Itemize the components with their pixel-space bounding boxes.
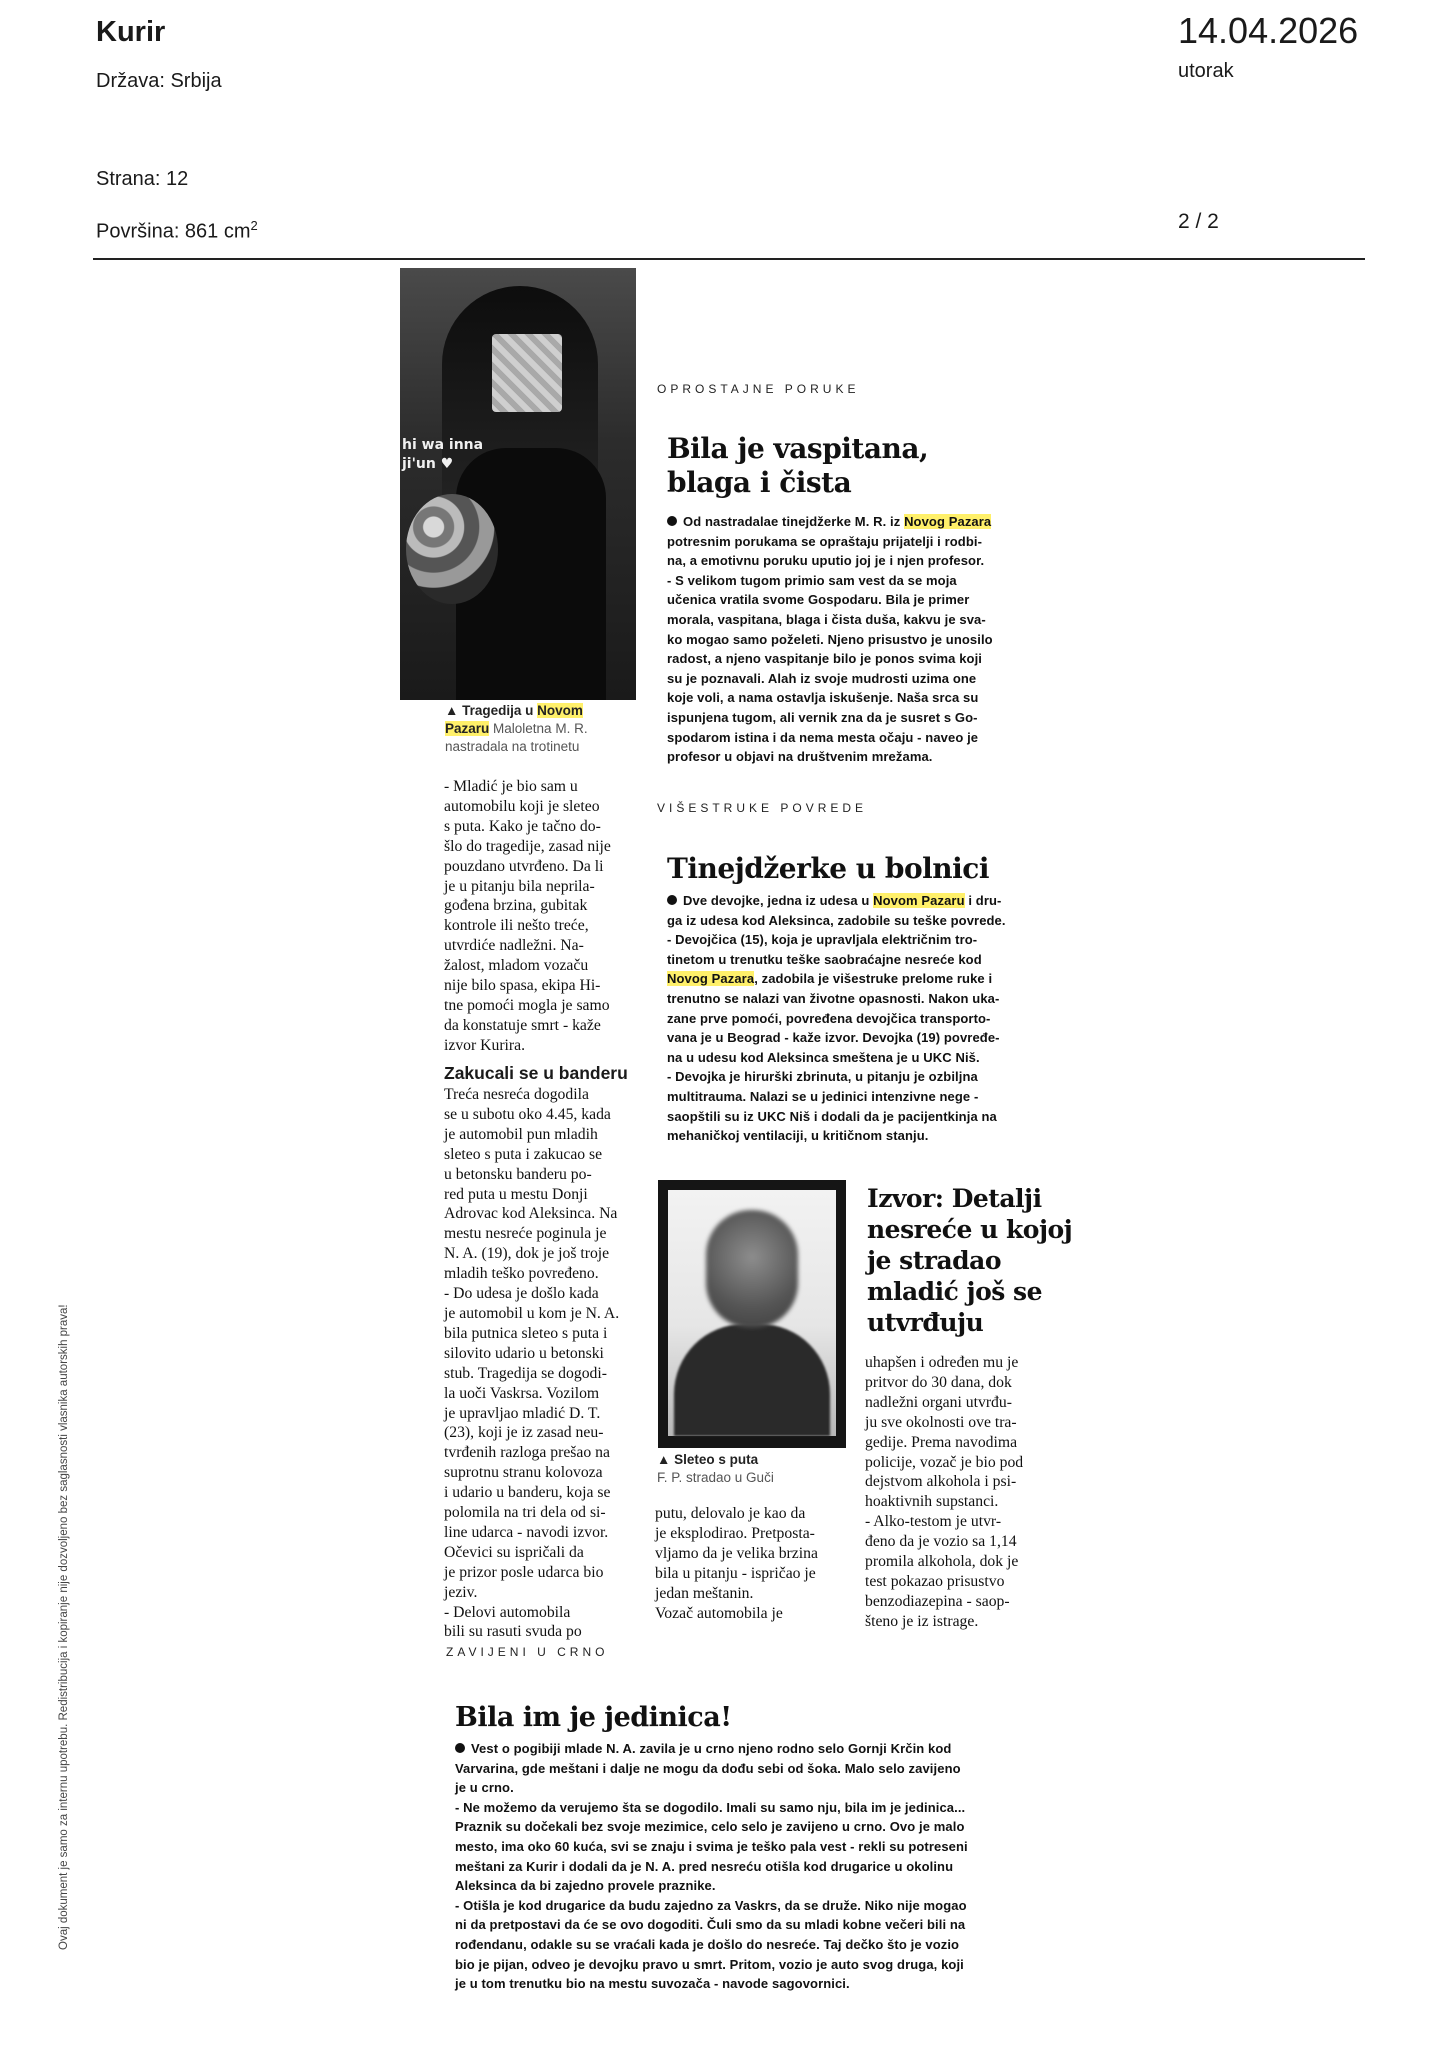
mid-column-text	[655, 1504, 845, 1623]
text-line	[655, 1564, 845, 1584]
text-segment: la uoči Vaskrsa. Vozilom	[444, 1384, 600, 1402]
text-line	[444, 1463, 634, 1483]
text-segment: utvrđuju	[867, 1308, 984, 1337]
young-man-photo	[658, 1180, 846, 1448]
text-line	[667, 1028, 1006, 1048]
area-label	[96, 218, 258, 244]
text-segment: profesor u objavi na društvenim mrežama.	[667, 749, 933, 765]
text-segment: , zadobila je višestruke prelome ruke i	[754, 971, 993, 987]
text-segment: ko mogao samo poželeti. Njeno prisustvo je unosilo	[667, 631, 993, 647]
text-line	[667, 669, 993, 689]
text-line	[455, 1935, 968, 1955]
text-line	[444, 1583, 634, 1603]
text-segment: stub. Tragedija se dogodi-	[444, 1364, 607, 1382]
text-line	[444, 1344, 634, 1364]
area-value: Površina: 861 cm	[96, 220, 251, 243]
text-segment: saopštili su iz UKC Niš i dodali da je pacijentkinja na	[667, 1108, 997, 1124]
text-segment: je u pitanju bila neprila-	[444, 877, 595, 895]
text-segment: kontrole ili nešto treće,	[444, 917, 589, 935]
text-line	[444, 1185, 634, 1205]
text-line	[667, 1009, 1006, 1029]
text-segment: vljamo da je velika brzina	[655, 1544, 818, 1562]
text-line	[865, 1612, 1059, 1632]
text-line	[444, 1284, 634, 1304]
photo-background	[668, 1190, 836, 1436]
text-line	[444, 956, 634, 976]
text-segment: vana je u Beograd - kaže izvor. Devojka (19) povređe-	[667, 1030, 1000, 1046]
text-line	[867, 1276, 1072, 1307]
text-segment: - Ne možemo da verujemo šta se dogodilo. Imali su samo nju, bila im je jedinica...	[455, 1799, 966, 1815]
text-segment: na u udesu kod Aleksinca smeštena je u UKC Niš.	[667, 1049, 980, 1065]
text-line	[667, 649, 993, 669]
text-segment: Dve devojke, jedna iz udesa u	[683, 893, 874, 908]
text-line	[667, 930, 1006, 950]
caption-highlight: Novom	[537, 703, 583, 718]
text-line	[444, 976, 634, 996]
photo-bouquet	[406, 494, 498, 604]
issue-weekday: utorak	[1178, 60, 1234, 82]
issue-date: 14.04.2026	[1178, 10, 1359, 51]
highlight-segment: Novog Pazara	[667, 971, 755, 987]
header-divider	[93, 258, 1365, 260]
caption-highlight: Pazaru	[445, 721, 490, 736]
text-segment: žalost, mladom vozaču	[444, 957, 589, 975]
text-segment: Vozač automobila je	[655, 1604, 783, 1622]
text-segment: tvrđenih razloga prešao na	[444, 1444, 610, 1462]
text-segment: potresnim porukama se opraštaju prijatelji i rodbi-	[667, 533, 982, 549]
text-line	[444, 1304, 634, 1324]
country-label: Država: Srbija	[96, 70, 222, 92]
article4-body	[455, 1739, 968, 1994]
text-segment: Praznik su dočekali bez svoje mezimice, celo selo je zavijeno u crno. Ovo je malo	[455, 1819, 965, 1835]
text-segment: je automobil pun mladih	[444, 1125, 598, 1143]
text-segment: red puta u mestu Donji	[444, 1185, 588, 1203]
text-segment: uhapšen i određen mu je	[865, 1354, 1019, 1371]
blurred-face	[492, 334, 562, 412]
text-line	[667, 610, 993, 630]
text-segment: rođendanu, odakle su se vraćali kada je došlo do nesreće. Taj dečko što je vozio	[455, 1936, 960, 1952]
text-line	[667, 590, 993, 610]
text-segment: tinetom u trenutku teške saobraćajne nesreće kod	[667, 951, 982, 967]
bullet-icon	[455, 1743, 465, 1753]
text-segment: i dru-	[964, 893, 1002, 908]
text-segment: je automobil u kom je N. A.	[444, 1304, 620, 1322]
caption-text: F. P. stradao u Guči	[657, 1470, 774, 1485]
text-line	[667, 1087, 1006, 1107]
text-line	[444, 1543, 634, 1563]
text-line	[667, 950, 1006, 970]
text-segment: automobilu koji je sleteo	[444, 797, 600, 815]
article4-kicker: ZAVIJENI U CRNO	[446, 1645, 609, 1659]
caption-text: Maloletna M. R.	[489, 721, 588, 736]
text-line	[455, 1837, 968, 1857]
text-segment: spodarom istina i da nema mesta očaju - naveo je	[667, 729, 979, 745]
text-segment: hoaktivnih supstanci.	[865, 1493, 999, 1511]
text-segment: mladić još se	[867, 1277, 1043, 1306]
text-line	[867, 1307, 1072, 1338]
text-line	[667, 688, 993, 708]
text-line	[865, 1353, 1059, 1373]
bullet-icon	[667, 895, 677, 905]
text-segment: suprotnu stranu kolovoza	[444, 1464, 603, 1482]
text-segment: - Mladić je bio sam u	[444, 778, 578, 795]
article2-title: Tinejdžerke u bolnici	[667, 852, 989, 885]
text-line	[444, 1165, 634, 1185]
text-line	[444, 1423, 634, 1443]
text-line	[444, 877, 634, 897]
text-line	[865, 1512, 1059, 1532]
text-line	[444, 1085, 634, 1105]
text-line	[444, 817, 634, 837]
text-segment: je eksplodirao. Pretposta-	[655, 1524, 815, 1542]
text-line	[444, 1384, 634, 1404]
article4-title: Bila im je jedinica!	[455, 1702, 732, 1733]
text-line	[444, 1404, 634, 1424]
text-segment: je stradao	[867, 1246, 1002, 1275]
text-segment: utvrdiće nadležni. Na-	[444, 937, 584, 955]
text-line	[667, 571, 993, 591]
text-line	[455, 1817, 968, 1837]
photo1-caption	[445, 702, 675, 756]
text-segment: (23), koji je iz zasad neu-	[444, 1424, 604, 1442]
text-segment: s puta. Kako je tačno do-	[444, 817, 601, 835]
text-segment: - Delovi automobila	[444, 1603, 571, 1621]
text-segment: gedije. Prema navodima	[865, 1433, 1018, 1451]
text-line	[444, 1105, 634, 1125]
text-segment: šlo do tragedije, zasad nije	[444, 837, 611, 855]
text-line	[667, 1067, 1006, 1087]
text-line	[865, 1453, 1059, 1473]
text-segment: pritvor do 30 dana, dok	[865, 1373, 1012, 1391]
overlay-line: hi wa inna	[402, 437, 484, 453]
text-segment: mesto, ima oko 60 kuća, svi se znaju i svima je teško pala vest - rekli su potreseni	[455, 1838, 968, 1854]
text-line	[865, 1373, 1059, 1393]
text-segment: line udarca - navodi izvor.	[444, 1523, 609, 1541]
text-line	[865, 1492, 1059, 1512]
text-segment: ni da pretpostavi da će se ovo dogoditi. Čuli smo da su mladi kobne večeri bili na	[455, 1917, 966, 1933]
text-line	[444, 1224, 634, 1244]
text-segment: su je poznavali. Alah iz svoje mudrosti uzima one	[667, 670, 977, 686]
text-segment: benzodiazepina - saop-	[865, 1592, 1010, 1610]
text-line	[865, 1433, 1059, 1453]
text-segment: tne pomoći mogla je samo	[444, 996, 610, 1014]
text-segment: izvor Kurira.	[444, 1036, 526, 1054]
subhead-zakucali: Zakucali se u banderu	[444, 1063, 628, 1083]
text-line	[865, 1552, 1059, 1572]
blurred-face	[706, 1210, 798, 1328]
text-line	[455, 1739, 968, 1759]
text-line	[455, 1759, 968, 1779]
text-line	[444, 1244, 634, 1264]
text-segment: nesreće u kojoj	[867, 1215, 1073, 1244]
text-line	[655, 1524, 845, 1544]
text-segment: učenica vratila svome Gospodaru. Bila je primer	[667, 592, 970, 608]
text-line	[444, 1483, 634, 1503]
text-segment: Adrovac kod Aleksinca. Na	[444, 1205, 618, 1223]
left-column-para1	[444, 777, 634, 1056]
text-segment: meštani za Kurir i dodali da je N. A. pred nesreću otišla kod drugarice u okolinu	[455, 1858, 954, 1874]
text-segment: N. A. (19), dok je još troje	[444, 1245, 610, 1263]
text-segment: morala, vaspitana, blaga i čista duša, kakvu je sva-	[667, 611, 986, 627]
photo-overlay-text	[402, 436, 483, 474]
text-line	[444, 1016, 634, 1036]
text-segment: bila u pitanju - ispričao je	[655, 1564, 816, 1582]
text-segment: Vest o pogibiji mlade N. A. zavila je u crno njeno rodno selo Gornji Krčin kod	[471, 1741, 952, 1756]
page-counter: 2 / 2	[1178, 210, 1219, 233]
caption-bold: ▲ Tragedija u	[445, 703, 538, 718]
text-line	[655, 1584, 845, 1604]
text-segment: policije, vozač je bio pod	[865, 1453, 1024, 1471]
text-segment: - Alko-testom je utvr-	[865, 1513, 1002, 1531]
text-segment: - S velikom tugom primio sam vest da se moja	[667, 572, 957, 588]
caption-bold: ▲ Sleteo s puta	[657, 1452, 759, 1467]
text-segment: mladih teško povređeno.	[444, 1265, 599, 1283]
text-segment: jeziv.	[444, 1583, 478, 1601]
text-line	[865, 1532, 1059, 1552]
text-segment: zane prve pomoći, povređena devojčica transporto-	[667, 1010, 991, 1026]
text-line	[444, 1324, 634, 1344]
text-segment: - Do udesa je došlo kada	[444, 1285, 599, 1303]
left-column-para2	[444, 1085, 634, 1642]
text-segment: ispunjena tugom, ali vernik zna da je susret s Go-	[667, 709, 978, 725]
text-line	[655, 1604, 845, 1624]
text-segment: se u subotu oko 4.45, kada	[444, 1105, 611, 1123]
bullet-icon	[667, 516, 677, 526]
text-segment: - Otišla je kod drugarice da budu zajedno za Vaskrs, da se druže. Niko nije mogao	[455, 1897, 967, 1913]
text-line	[667, 1107, 1006, 1127]
text-segment: je prizor posle udarca bio	[444, 1563, 604, 1581]
text-line	[444, 1563, 634, 1583]
article2-kicker: VIŠESTRUKE POVREDE	[657, 801, 868, 815]
text-line	[667, 747, 993, 767]
text-segment: ju sve okolnosti ove tra-	[865, 1413, 1017, 1431]
overlay-line: ji'un ♥	[402, 456, 454, 472]
text-segment: putu, delovalo je kao da	[655, 1505, 806, 1522]
text-segment: - Devojka je hirurški zbrinuta, u pitanju je ozbiljna	[667, 1069, 978, 1085]
text-segment: ga iz udesa kod Aleksinca, zadobile su teške povrede.	[667, 912, 1006, 928]
text-line	[455, 1798, 968, 1818]
article1-body	[667, 512, 993, 767]
text-segment: mestu nesreće poginula je	[444, 1225, 607, 1243]
text-segment: Očevici su ispričali da	[444, 1543, 584, 1561]
text-line	[444, 1204, 634, 1224]
text-segment: gođena brzina, gubitak	[444, 897, 588, 915]
text-line	[667, 532, 993, 552]
text-line	[667, 630, 993, 650]
text-line	[444, 837, 634, 857]
text-segment: test pokazao prisustvo	[865, 1572, 1005, 1590]
caption-text: nastradala na trotinetu	[445, 739, 580, 754]
photo-shoulders	[674, 1324, 830, 1436]
article1-title	[667, 432, 928, 500]
text-line	[455, 1915, 968, 1935]
text-segment: polomila na tri dela od si-	[444, 1504, 606, 1522]
text-line	[667, 728, 993, 748]
text-line	[655, 1544, 845, 1564]
text-segment: je u crno.	[455, 1780, 514, 1796]
text-segment: - Devojčica (15), koja je upravljala električnim tro-	[667, 932, 978, 948]
text-segment: Treća nesreća dogodila	[444, 1086, 589, 1103]
text-line	[667, 1048, 1006, 1068]
text-segment: i udario u banderu, koja se	[444, 1484, 611, 1502]
text-line	[444, 1264, 634, 1284]
text-line	[667, 969, 1006, 989]
text-line	[444, 1603, 634, 1623]
text-segment: dejstvom alkohola i psi-	[865, 1473, 1017, 1491]
text-line	[455, 1778, 968, 1798]
text-segment: u betonsku banderu po-	[444, 1165, 592, 1183]
text-line	[867, 1214, 1072, 1245]
text-segment: bio je pijan, odveo je devojku pravo u smrt. Pritom, vozio je auto svog druga, koji	[455, 1956, 964, 1972]
text-segment: mehaničkoj ventilaciji, u kritičnom stanju.	[667, 1128, 929, 1144]
text-line	[444, 1036, 634, 1056]
text-segment: jedan meštanin.	[655, 1584, 754, 1602]
text-line	[667, 1126, 1006, 1146]
text-segment: nadležni organi utvrđu-	[865, 1393, 1012, 1411]
text-line	[444, 996, 634, 1016]
text-line	[444, 1364, 634, 1384]
text-line	[444, 916, 634, 936]
text-line	[667, 911, 1006, 931]
text-line	[444, 1145, 634, 1165]
text-line	[667, 891, 1006, 911]
text-line	[455, 1876, 968, 1896]
photo2-caption	[657, 1451, 774, 1487]
text-line	[867, 1183, 1072, 1214]
page-number: Strana: 12	[96, 168, 189, 190]
text-line	[444, 857, 634, 877]
text-segment: radost, a njeno vaspitanje bilo je ponos svima koji	[667, 651, 983, 667]
text-line	[444, 1503, 634, 1523]
text-line	[444, 896, 634, 916]
text-line	[455, 1974, 968, 1994]
text-segment: promila alkohola, dok je	[865, 1553, 1019, 1571]
text-segment: Od nastradalae tinejdžerke M. R. iz	[683, 514, 905, 529]
text-line	[444, 797, 634, 817]
text-line	[655, 1504, 845, 1524]
text-line	[865, 1472, 1059, 1492]
text-line	[455, 1955, 968, 1975]
text-line	[444, 1125, 634, 1145]
girl-photo	[400, 268, 636, 700]
text-line	[867, 1245, 1072, 1276]
text-segment: nije bilo spasa, ekipa Hi-	[444, 977, 601, 995]
text-segment: bili su rasuti svuda po	[444, 1623, 582, 1641]
text-segment: silovito udario u betonski	[444, 1344, 604, 1362]
text-segment: bila putnica sleteo s puta i	[444, 1324, 608, 1342]
text-line	[667, 989, 1006, 1009]
text-segment: multitrauma. Nalazi se u jedinici intenzivne nege -	[667, 1088, 979, 1104]
title-line: blaga i čista	[667, 466, 852, 499]
text-segment: sleteo s puta i zakucao se	[444, 1145, 603, 1163]
text-segment: Aleksinca da bi zajedno provele praznike.	[455, 1878, 716, 1894]
text-segment: koje voli, a nama ostavlja iskušenje. Naša srca su	[667, 690, 979, 706]
text-segment: Varvarina, gde meštani i dalje ne mogu da dođu sebi od šoka. Malo selo zavijeno	[455, 1760, 961, 1776]
text-line	[865, 1393, 1059, 1413]
text-line	[444, 1523, 634, 1543]
text-segment: je upravljao mladić D. T.	[444, 1404, 601, 1422]
article1-kicker: OPROSTAJNE PORUKE	[657, 382, 860, 396]
publication-name: Kurir	[96, 16, 166, 48]
text-segment: trenutno se nalazi van životne opasnosti. Nakon uka-	[667, 990, 1000, 1006]
article2-body	[667, 891, 1006, 1146]
text-segment: pouzdano utvrđeno. Da li	[444, 857, 604, 875]
text-line	[865, 1413, 1059, 1433]
text-segment: na, a emotivnu poruku uputio joj je i njen profesor.	[667, 553, 985, 569]
text-segment: đeno da je vozio sa 1,14	[865, 1533, 1017, 1551]
highlight-segment: Novog Pazara	[904, 514, 992, 529]
copyright-notice: Ovaj dokument je samo za internu upotrebu. Redistribucija i kopiranje nije dozvoljeno bez saglasnosti vlasnika autorskih prava!	[58, 1304, 70, 1950]
area-unit-exponent: 2	[250, 218, 258, 233]
text-line	[667, 551, 993, 571]
text-line	[444, 1443, 634, 1463]
article3-body	[865, 1353, 1059, 1632]
text-line	[455, 1896, 968, 1916]
text-line	[444, 1622, 634, 1642]
text-segment: je u tom trenutku bio na mestu suvozača - navode sagovornici.	[455, 1976, 850, 1992]
text-line	[667, 708, 993, 728]
text-line	[865, 1592, 1059, 1612]
text-line	[865, 1572, 1059, 1592]
text-line	[667, 512, 993, 532]
text-line	[444, 777, 634, 797]
text-segment: da konstatuje smrt - kaže	[444, 1016, 601, 1034]
highlight-segment: Novom Pazaru	[873, 893, 965, 908]
text-segment: šteno je iz istrage.	[865, 1612, 979, 1630]
text-segment: Izvor: Detalji	[867, 1184, 1042, 1213]
text-line	[455, 1857, 968, 1877]
text-line	[444, 936, 634, 956]
title-line: Bila je vaspitana,	[667, 432, 929, 465]
article3-title	[867, 1183, 1072, 1338]
